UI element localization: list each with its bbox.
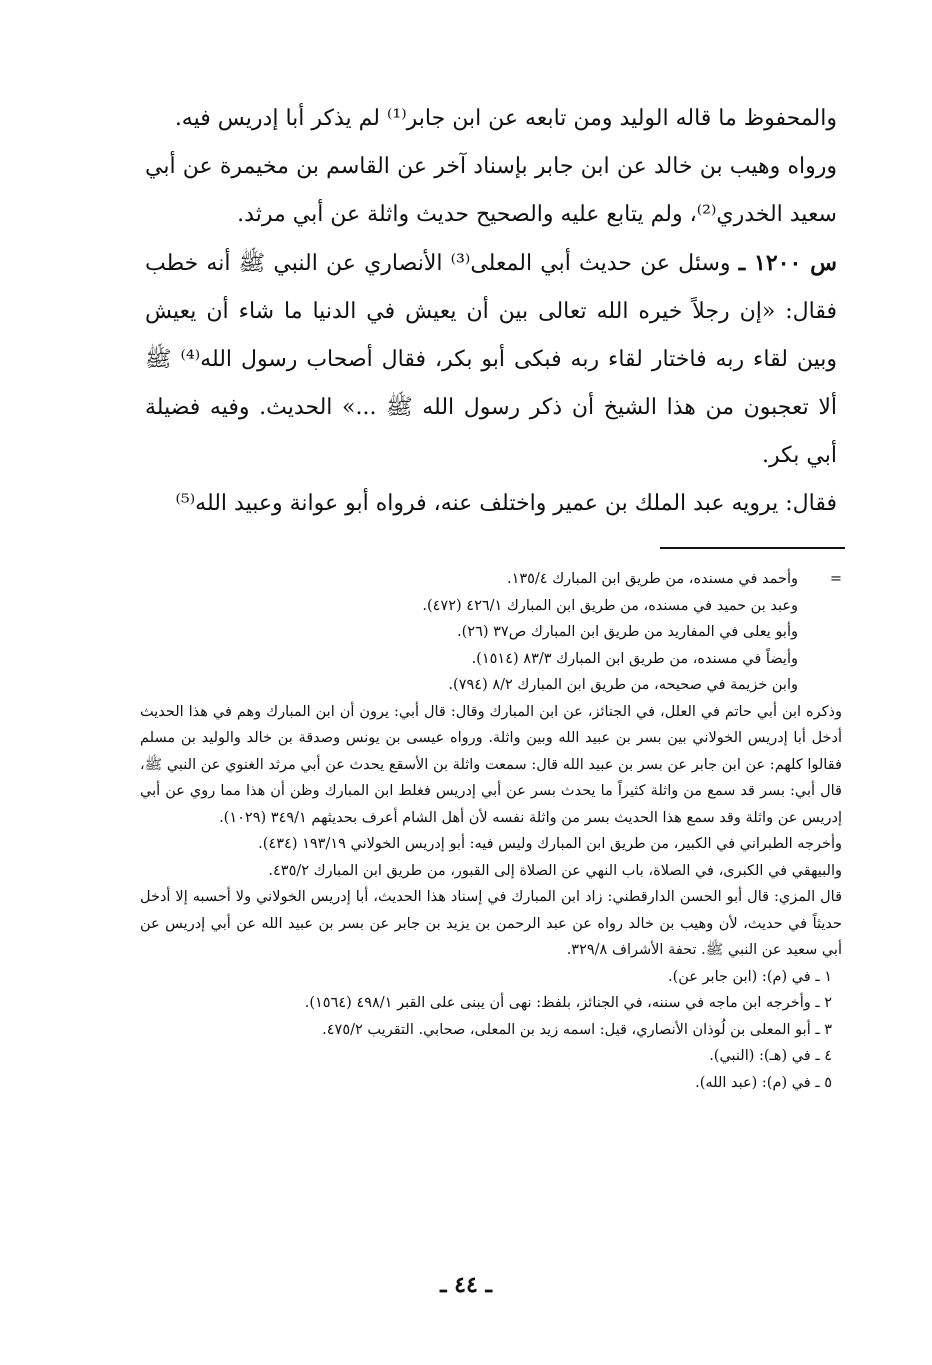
note-paragraph: وذكره ابن أبي حاتم في العلل، في الجنائز، عن ابن المبارك وقال: قال أبي: يرون أن ابن المبارك وهم في هذا الحديث أدخل أبا إدريس الخولاني بين بسر بن عبيد الله وبين واثلة. ورواه عيسى بن يونس وصدقة بن خالد والوليد بن مسلم فقالوا كلهم: عن ابن جابر عن بسر بن عبيد الله قال: سمعت واثلة بن الأسقع يحدث عن أبي مرثد الغنوي عن النبي ﷺ، قال أبي: بسر قد سمع من واثلة كثيراً ما يحدث بسر عن أبي إدريس فغلط ابن المبارك وظن أن هذا مما روي عن أبي إدريس عن واثلة وقد سمع هذا الحديث بسر من واثلة نفسه لأن أهل الشام أعرف بحديثهم ٣٤٩/١ (١٠٢٩). — [140, 703, 842, 826]
main-paragraph: والمحفوظ ما قاله الوليد ومن تابعه عن ابن جابر⁽¹⁾ لم يذكر أبا إدريس فيه. — [174, 106, 837, 131]
note-paragraph: وأخرجه الطبراني في الكبير، من طريق ابن المبارك وليس فيه: أبو إدريس الخولاني ١٩٣/١٩ (٤٣٤). — [258, 836, 842, 852]
page-number: ـ ٤٤ ـ — [440, 1272, 492, 1298]
footnote: ١ ـ في (م): (ابن جابر عن). — [667, 968, 832, 985]
question-paragraph — [145, 239, 837, 480]
footnote: ٢ ـ وأخرجه ابن ماجه في سننه، في الجنائز، بلفظ: نهى أن يبنى على القبر ٤٩٨/١ (١٥٦٤). — [304, 995, 832, 1011]
main-paragraph: ورواه وهيب بن خالد عن ابن جابر بإسناد آخر عن القاسم بن مخيمرة عن أبي سعيد الخدري⁽²⁾، ولم يتابع عليه والصحيح حديث واثلة عن أبي مرثد. — [145, 154, 837, 227]
note-paragraph: والبيهقي في الكبرى، في الصلاة، باب النهي عن الصلاة إلى القبور، من طريق ابن المبارك ٤٣٥/٢. — [268, 862, 842, 879]
question-text: وسئل عن حديث أبي المعلى⁽³⁾ الأنصاري عن النبي ﷺ أنه خطب فقال: «إن رجلاً خيره الله تعالى بين أن يعيش في الدنيا ما شاء أن يعيش وبين لقاء ربه فاختار لقاء ربه فبكى أبو بكر، فقال أصحاب رسول الله⁽⁴⁾ ﷺ ألا تعجبون من هذا الشيخ أن ذكر رسول الله ﷺ ...» الحديث. وفيه فضيلة أبي بكر. — [145, 251, 837, 468]
note-line: وابن خزيمة في صحيحه، من طريق ابن المبارك ٨/٢ (٧٩٤). — [448, 677, 798, 693]
note-line: وعبد بن حميد في مسنده، من طريق ابن المبارك ٤٢٦/١ (٤٧٢). — [422, 597, 798, 614]
footnotes-section — [140, 566, 842, 1096]
footnote: ٥ ـ في (م): (عبد الله). — [695, 1074, 832, 1091]
footnote: ٤ ـ في (هـ): (النبي). — [709, 1048, 832, 1064]
note-line: وأبو يعلى في المفاريد من طريق ابن المبارك ص٣٧ (٢٦). — [457, 624, 798, 640]
note-line: وأيضاً في مسنده، من طريق ابن المبارك ٨٣/٣ (١٥١٤). — [471, 650, 798, 667]
footnote: ٣ ـ أبو المعلى بن لُوذان الأنصاري، قيل: اسمه زيد بن المعلى، صحابي. التقريب ٤٧٥/٢. — [322, 1021, 832, 1038]
note-paragraph: قال المزي: قال أبو الحسن الدارقطني: زاد ابن المبارك في إسناد هذا الحديث، أبا إدريس الخولاني ولا أحسبه إلا أدخل حديثاً في حديث، لأن وهيب بن خالد رواه عن عبد الرحمن بن يزيد بن جابر عن بسر بن عبيد الله عن أبي إدريس عن أبي سعيد عن النبي ﷺ. تحفة الأشراف ٣٢٩/٨. — [140, 889, 842, 958]
question-number: س ١٢٠٠ ـ — [738, 250, 838, 276]
answer-paragraph: فقال: يرويه عبد الملك بن عمير واختلف عنه، فرواه أبو عوانة وعبيد الله⁽⁵⁾ — [175, 491, 837, 516]
note-line: وأحمد في مسنده، من طريق ابن المبارك ١٣٥/٤. — [506, 571, 798, 587]
continuation-mark: = — [829, 571, 842, 587]
main-text — [145, 95, 837, 528]
footnote-separator — [660, 547, 845, 549]
